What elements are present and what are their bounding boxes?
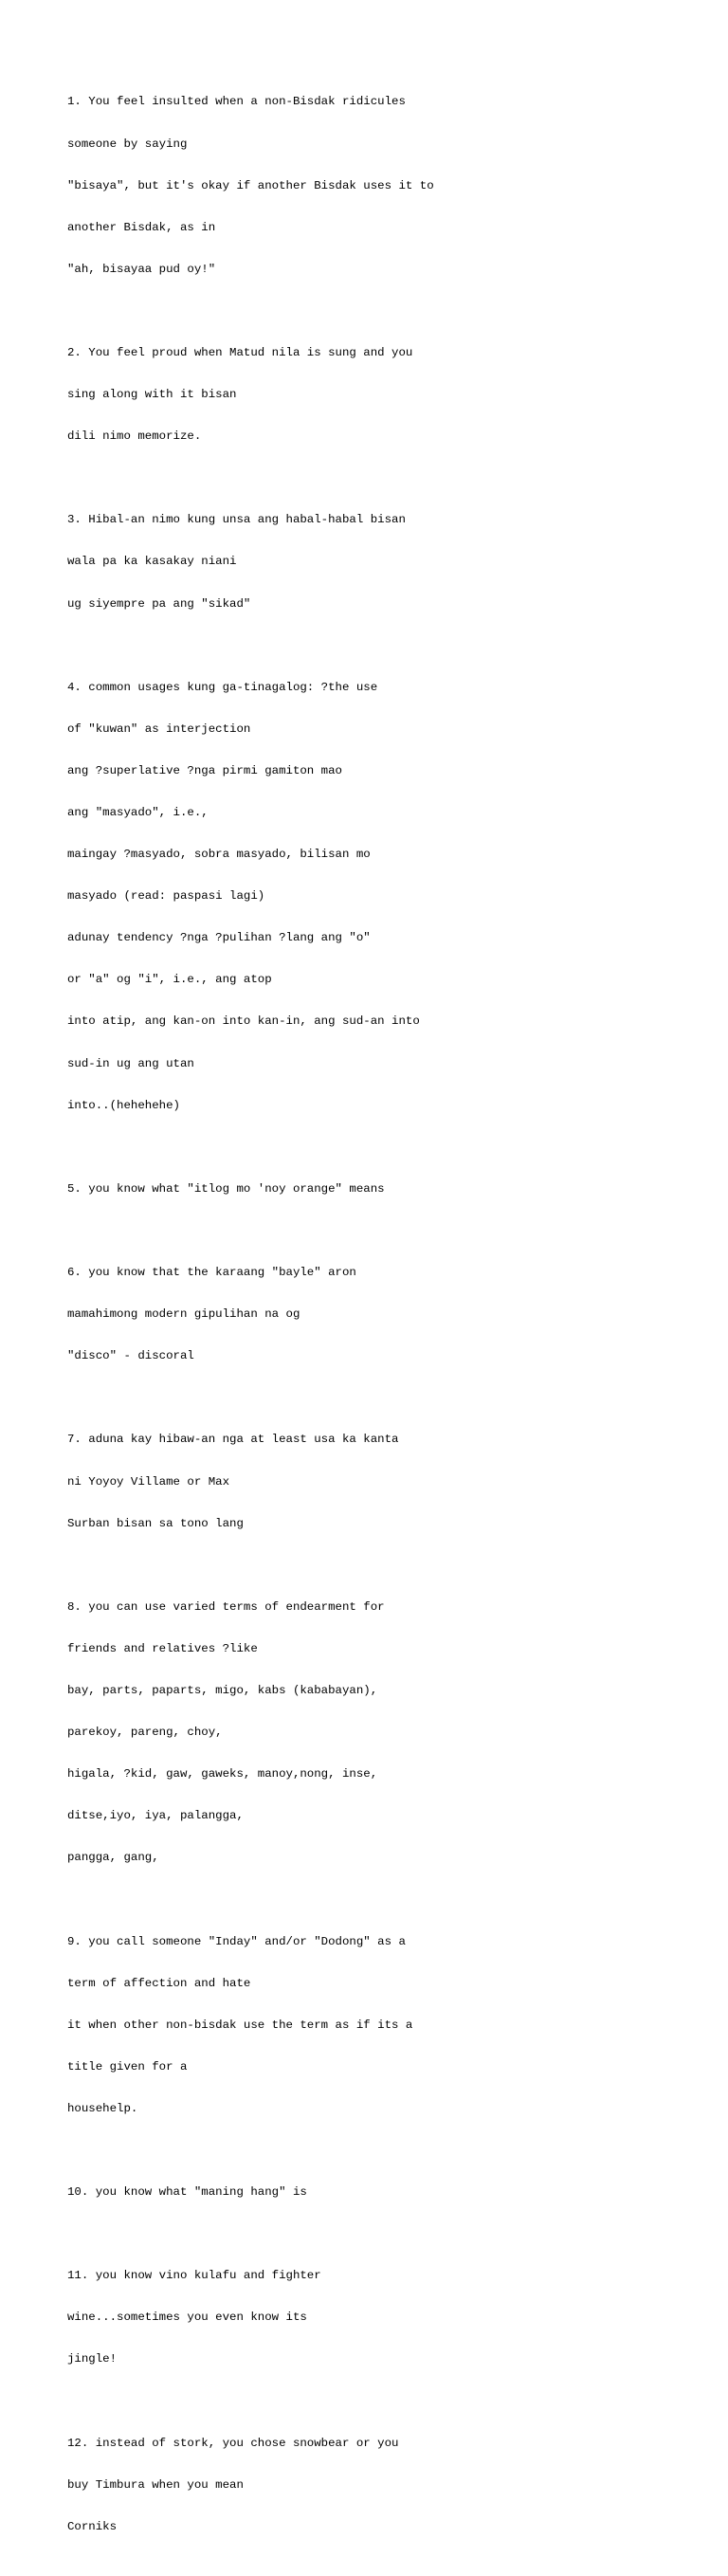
text-line: wala pa ka kasakay niani (67, 555, 237, 569)
text-line: 7. aduna kay hibaw-an nga at least usa ka kanta (67, 1433, 399, 1447)
list-item-10 (67, 2158, 712, 2228)
text-line: 10. you know what "maning hang" is (67, 2185, 307, 2200)
text-line: 6. you know that the karaang "bayle" aron (67, 1266, 356, 1280)
text-line: Corniks (67, 2519, 118, 2533)
text-line: sud-in ug ang utan (67, 1056, 194, 1070)
list-item-12 (67, 2408, 712, 2562)
text-line: mamahimong modern gipulihan na og (67, 1307, 300, 1322)
text-line: 1. You feel insulted when a non-Bisdak ridicules (67, 95, 406, 109)
text-line: ni Yoyoy Villame or Max (67, 1474, 230, 1489)
text-line: "ah, bisayaa pud oy!" (67, 262, 216, 276)
text-line: masyado (read: paspasi lagi) (67, 889, 265, 904)
text-line: title given for a (67, 2059, 188, 2074)
text-line: 11. you know vino kulafu and fighter (67, 2269, 321, 2283)
text-line: "bisaya", but it's okay if another Bisdak uses it to (67, 178, 434, 192)
text-line: or "a" og "i", i.e., ang atop (67, 973, 272, 987)
text-line: ug siyempre pa ang "sikad" (67, 596, 251, 611)
text-line: 5. you know what "itlog mo 'noy orange" means (67, 1181, 385, 1196)
document-page (67, 67, 712, 2576)
text-line: into..(hehehehe) (67, 1098, 180, 1112)
text-line: househelp. (67, 2101, 138, 2115)
list-item-8 (67, 1572, 712, 1892)
text-line: parekoy, pareng, choy, (67, 1726, 223, 1740)
text-line: someone by saying (67, 137, 188, 151)
text-line: maingay ?masyado, sobra masyado, bilisan mo (67, 848, 371, 862)
text-line: friends and relatives ?like (67, 1641, 258, 1655)
text-line: of "kuwan" as interjection (67, 722, 251, 736)
list-item-2 (67, 319, 712, 472)
text-line: 8. you can use varied terms of endearment for (67, 1599, 385, 1614)
text-line: "disco" - discoral (67, 1349, 194, 1363)
text-line: Surban bisan sa tono lang (67, 1516, 244, 1530)
text-line: jingle! (67, 2352, 118, 2366)
list-item-1 (67, 67, 712, 304)
list-item-6 (67, 1238, 712, 1392)
list-item-11 (67, 2241, 712, 2395)
text-line: ang "masyado", i.e., (67, 806, 209, 819)
text-line: 4. common usages kung ga-tinagalog: ?the use (67, 680, 378, 694)
text-line: it when other non-bisdak use the term as if its a (67, 2018, 413, 2032)
text-line: dili nimo memorize. (67, 429, 202, 444)
list-item-5 (67, 1154, 712, 1224)
list-item-7 (67, 1405, 712, 1559)
text-line: higala, ?kid, gaw, gaweks, manoy,nong, inse, (67, 1767, 378, 1781)
text-line: buy Timbura when you mean (67, 2477, 244, 2492)
text-line: ditse,iyo, iya, palangga, (67, 1809, 244, 1823)
text-line: 2. You feel proud when Matud nila is sung and you (67, 345, 413, 359)
text-line: wine...sometimes you even know its (67, 2311, 307, 2325)
text-line: 3. Hibal-an nimo kung unsa ang habal-habal bisan (67, 513, 406, 527)
text-line: adunay tendency ?nga ?pulihan ?lang ang "o" (67, 931, 371, 945)
list-item-4 (67, 652, 712, 1140)
text-line: 12. instead of stork, you chose snowbear or you (67, 2436, 399, 2450)
text-line: term of affection and hate (67, 1976, 251, 1990)
text-line: bay, parts, paparts, migo, kabs (kababayan), (67, 1683, 378, 1697)
text-line: pangga, gang, (67, 1851, 159, 1865)
text-line: into atip, ang kan-on into kan-in, ang sud-an into (67, 1014, 420, 1029)
list-item-3 (67, 485, 712, 639)
text-line: ang ?superlative ?nga pirmi gamiton mao (67, 763, 342, 777)
text-line: 9. you call someone "Inday" and/or "Dodong" as a (67, 1934, 406, 1948)
text-line: another Bisdak, as in (67, 220, 216, 234)
text-line: sing along with it bisan (67, 388, 237, 402)
list-item-9 (67, 1907, 712, 2144)
